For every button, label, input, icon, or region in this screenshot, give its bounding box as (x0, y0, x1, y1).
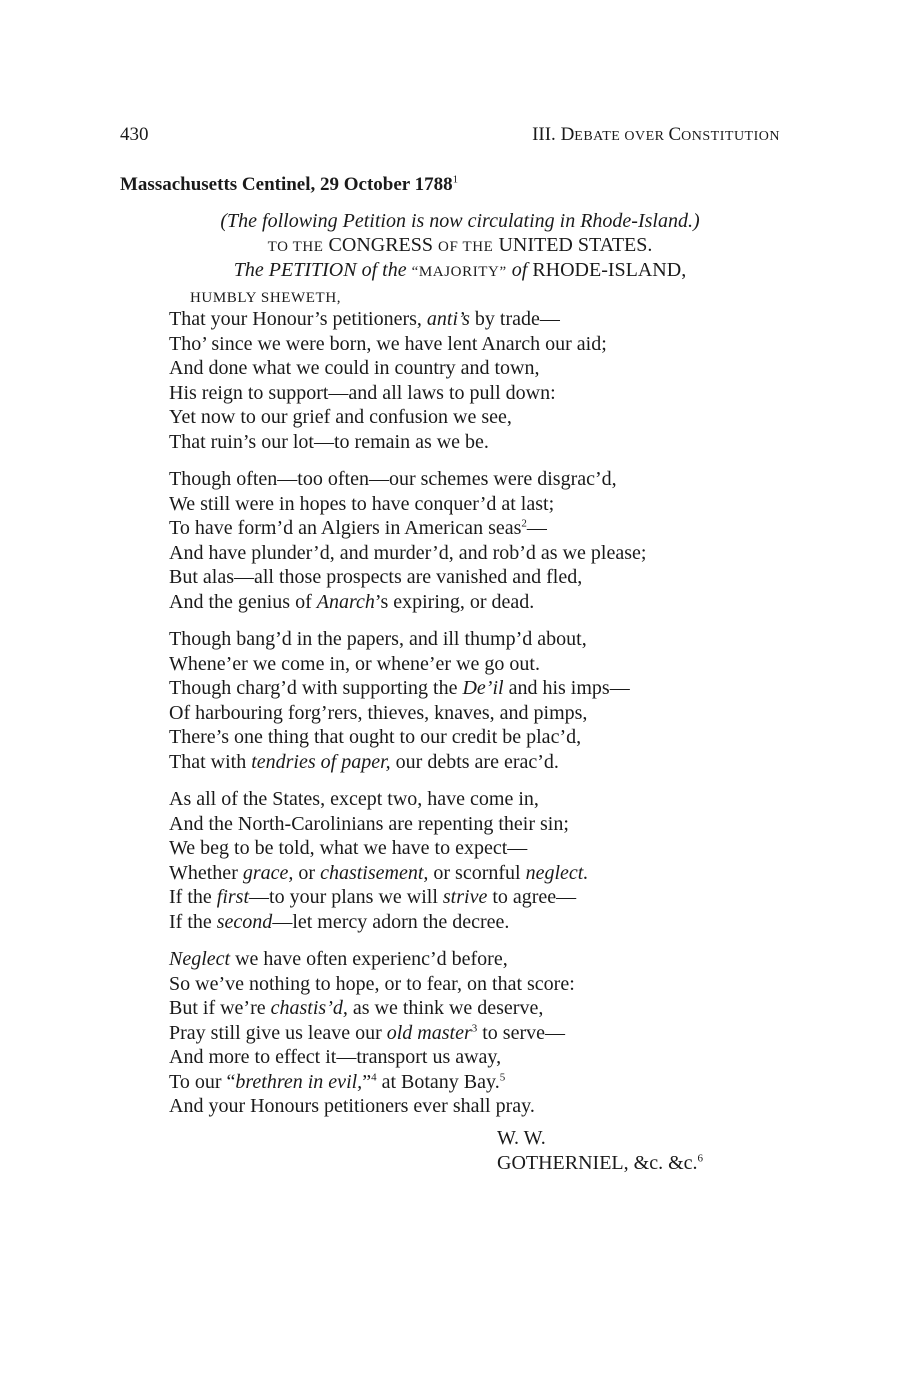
stanza-3 (169, 627, 646, 774)
poem-line: His reign to support—and all laws to pull down: (169, 381, 556, 404)
poem-line: We still were in hopes to have conquer’d at last; (169, 492, 555, 515)
poem-line: And your Honours petitioners ever shall pray. (169, 1095, 535, 1117)
poem-line: If the first—to your plans we will strive to agree— (169, 886, 577, 908)
poem-line: As all of the States, except two, have come in, (169, 788, 539, 810)
poem-line: Yet now to our grief and confusion we see, (169, 406, 512, 428)
address-line: TO THE CONGRESS OF THE UNITED STATES. (267, 234, 653, 256)
poem-line: That your Honour’s petitioners, anti’s by trade— (169, 308, 560, 330)
poem (169, 307, 646, 1132)
stanza-1 (169, 307, 646, 454)
poem-line: So we’ve nothing to hope, or to fear, on that score: (169, 972, 575, 995)
poem-line: There’s one thing that ought to our credit be plac’d, (169, 726, 582, 748)
signature-initials: W. W. (497, 1127, 546, 1149)
running-head: III. DEBATE OVER CONSTITUTION (532, 124, 780, 145)
document-title: Massachusetts Centinel, 29 October 1788$^1$ (120, 173, 459, 195)
signature-name: GOTHERNIEL, &c. &c.$^6$ (497, 1152, 704, 1174)
petition-heading: The PETITION of the “MAJORITY” of RHODE-ISLAND, (233, 259, 687, 281)
poem-line: Whene’er we come in, or whene’er we go out. (169, 652, 540, 675)
poem-line: Tho’ since we were born, we have lent Anarch our aid; (169, 332, 607, 355)
poem-line: Though charg’d with supporting the De’il and his imps— (169, 677, 630, 699)
footnote-ref: 5 (499, 1070, 506, 1083)
footnote-ref: 2 (521, 517, 527, 530)
running-header (120, 124, 780, 148)
poem-line: And more to effect it—transport us away, (169, 1046, 502, 1068)
poem-line: But alas—all those prospects are vanished and fled, (169, 566, 583, 588)
poem-line: Whether grace, or chastisement, or scornful neglect. (169, 861, 589, 884)
poem-line: To our “brethren in evil,”$^4$ at Botany Bay.$^5$ (169, 1070, 506, 1093)
poem-line: And have plunder’d, and murder’d, and rob’d as we please; (169, 541, 647, 564)
footnote-ref: 1 (452, 173, 459, 186)
humbly-sheweth: HUMBLY SHEWETH, (190, 290, 342, 306)
poem-line: And done what we could in country and town, (169, 357, 540, 379)
stanza-4 (169, 787, 646, 934)
footnote-ref: 3 (471, 1021, 478, 1034)
poem-line: We beg to be told, what we have to expect— (169, 837, 528, 859)
poem-line: And the North-Carolinians are repenting their sin; (169, 812, 569, 835)
poem-line: Neglect we have often experienc’d before, (169, 948, 508, 970)
poem-line: And the genius of Anarch’s expiring, or dead. (169, 590, 535, 613)
poem-line: If the second—let mercy adorn the decree. (169, 910, 510, 933)
poem-line: Though bang’d in the papers, and ill thump’d about, (169, 628, 587, 650)
page-number: 430 (120, 124, 149, 145)
poem-line: Of harbouring forg’rers, thieves, knaves, and pimps, (169, 701, 588, 724)
footnote-ref: 6 (697, 1152, 704, 1165)
poem-line: But if we’re chastis’d, as we think we deserve, (169, 997, 544, 1019)
poem-line: Though often—too often—our schemes were disgrac’d, (169, 468, 617, 490)
poem-line: That with tendries of paper, our debts are erac’d. (169, 750, 559, 773)
poem-line: That ruin’s our lot—to remain as we be. (169, 430, 489, 453)
stanza-2 (169, 467, 646, 614)
stanza-5 (169, 947, 646, 1119)
intro-note: (The following Petition is now circulating in Rhode-Island.) (220, 210, 700, 232)
poem-line: To have form’d an Algiers in American seas$^2$— (169, 517, 547, 539)
poem-line: Pray still give us leave our old master$^3$ to serve— (169, 1021, 565, 1044)
footnote-ref: 4 (371, 1070, 377, 1083)
